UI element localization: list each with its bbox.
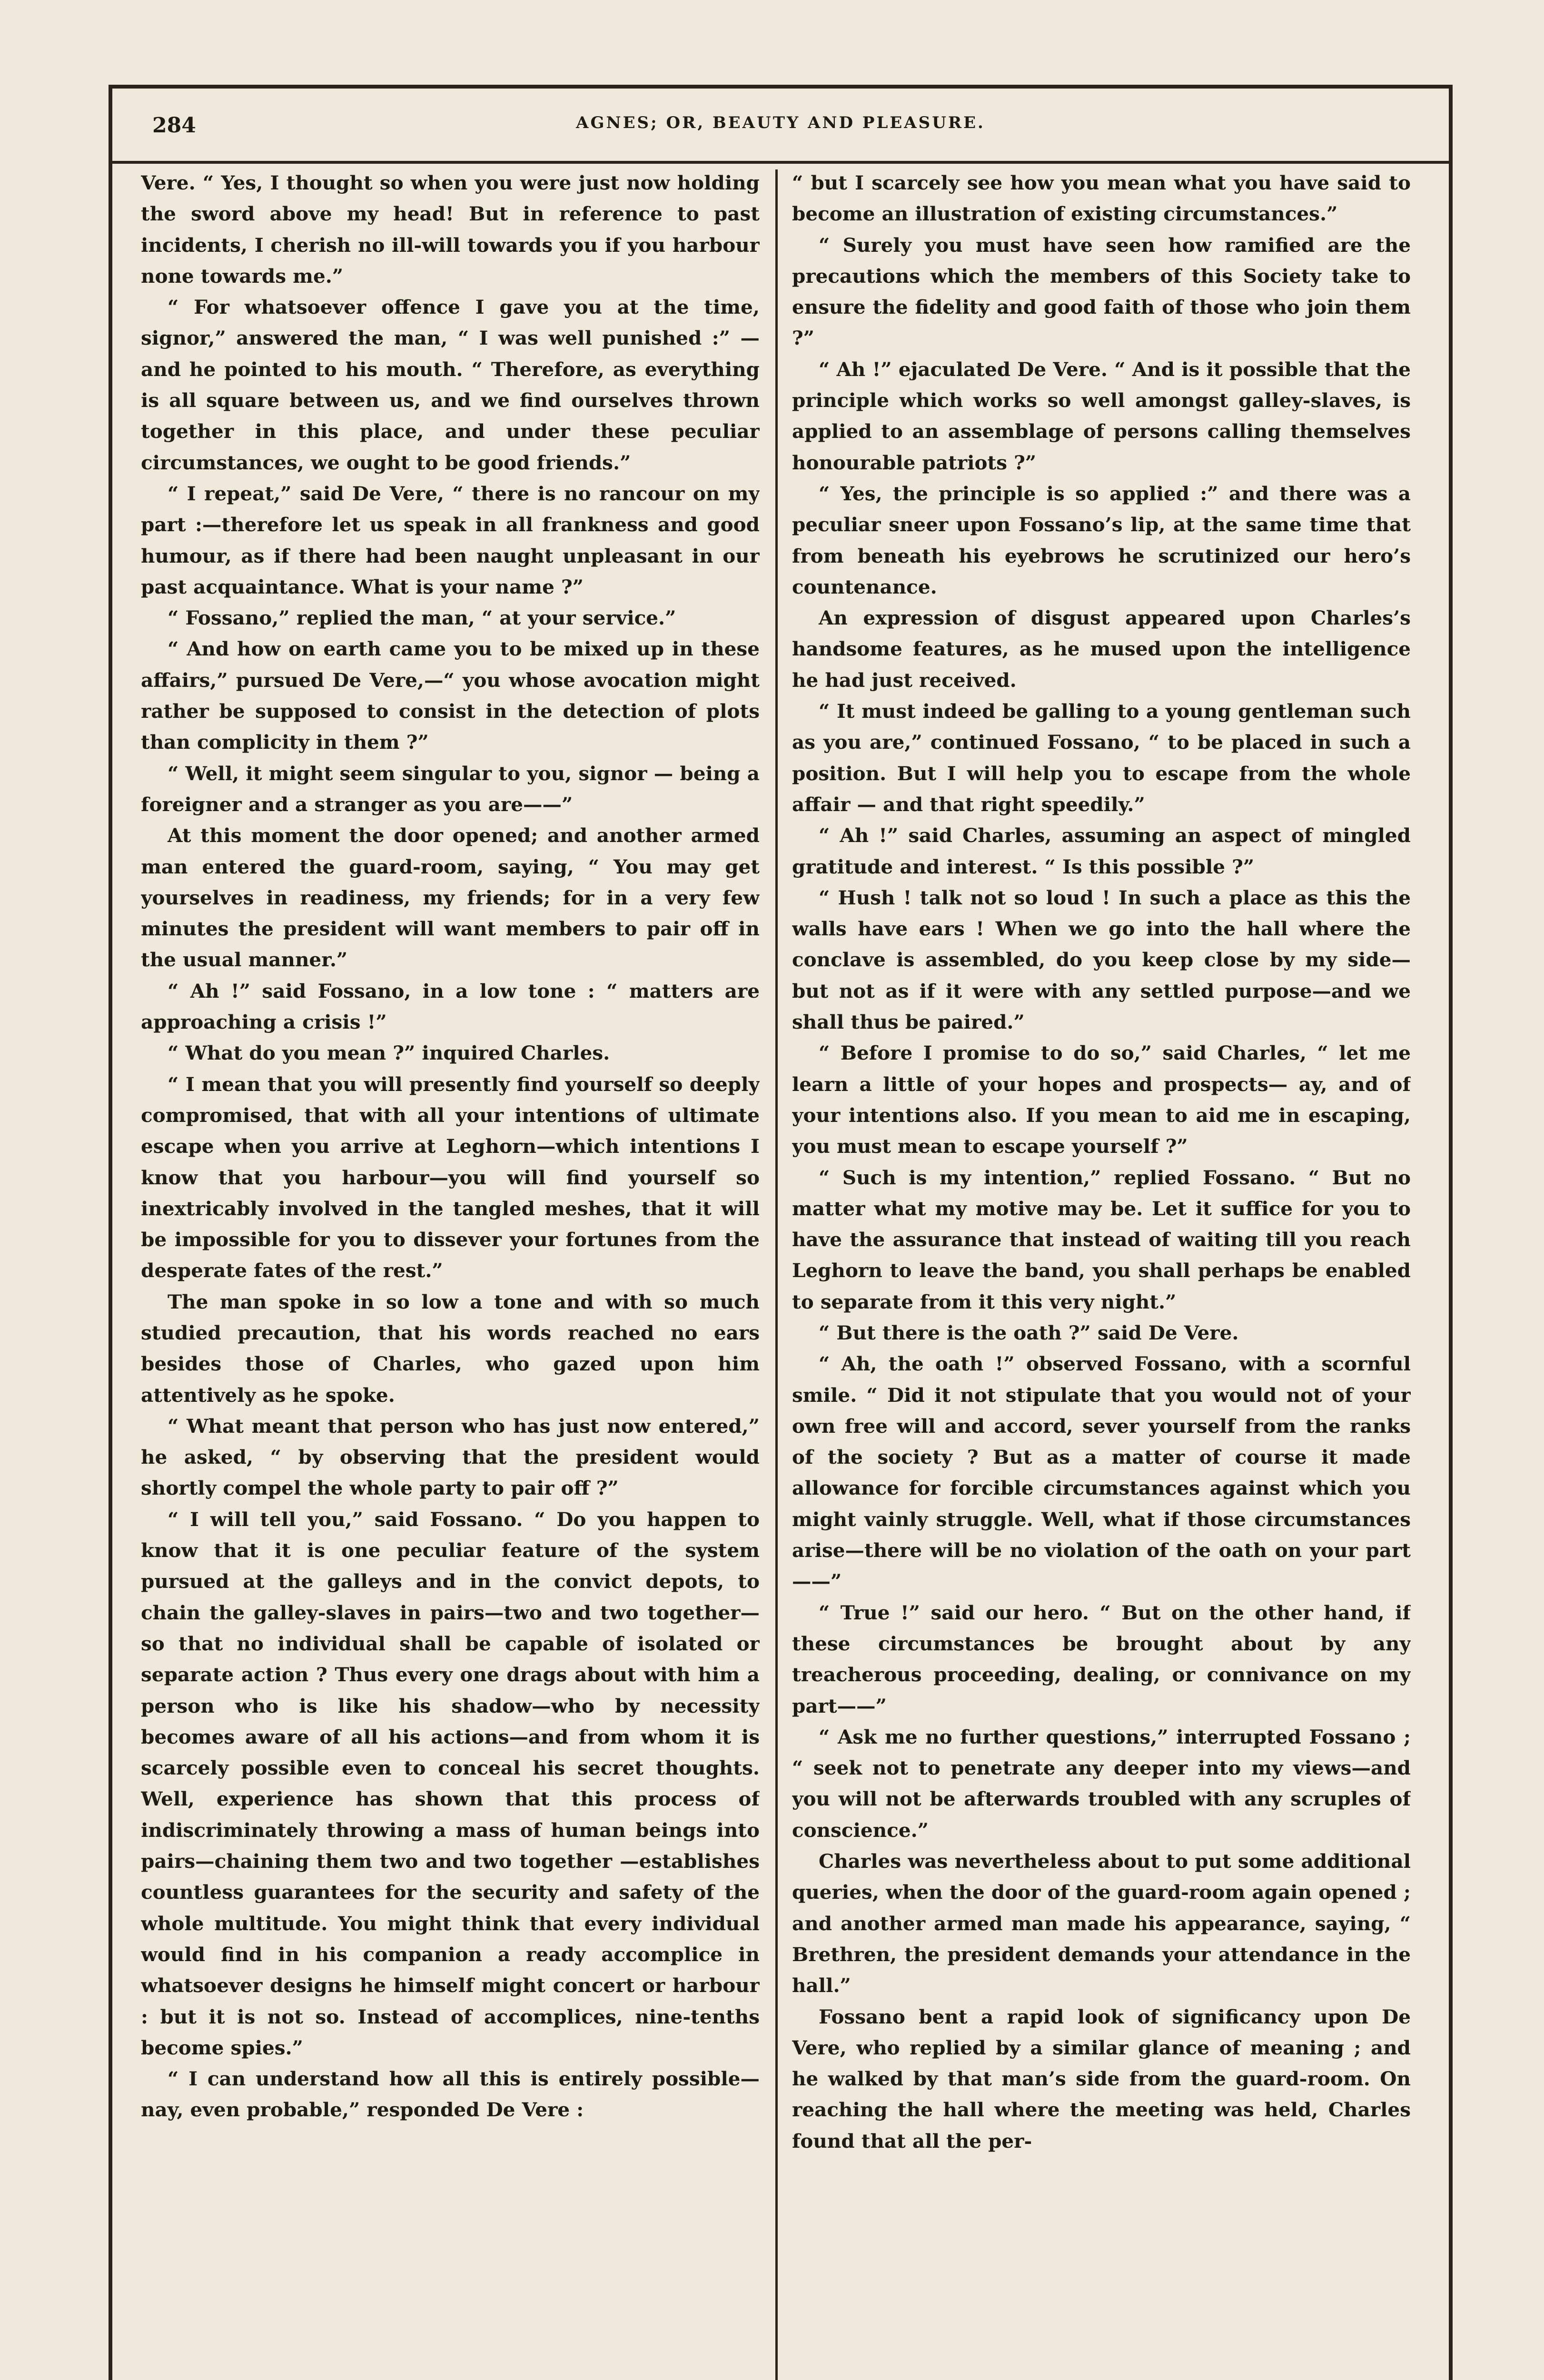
paragraph: “ I will tell you,” said Fossano. “ Do you happen to know that it is one peculiar feature of the system pursued at the galleys and in the convict depots, to chain the galley-slaves in pairs—two and two together—so that no individual shall be capable of isolated or separate action ? Thus every one drags about with him a person who is like his shadow—who by necessity becomes aware of all his actions—and from whom it is scarcely possible even to conceal his secret thoughts. Well, experience has shown that this process of indiscriminately throwing a mass of human beings into pairs—chaining them two and two together —establishes countless guarantees for the security and safety of the whole multitude. You might think that every individual would find in his companion a ready accomplice in whatsoever designs he himself might concert or harbour : but it is not so. Instead of accomplices, nine-tenths become spies.” [141, 1507, 760, 2059]
paragraph: “ Well, it might seem singular to you, signor — being a foreigner and a stranger as you are——” [141, 762, 760, 816]
paragraph: “ Fossano,” replied the man, “ at your service.” [168, 606, 676, 630]
paragraph: “ Ah, the oath !” observed Fossano, with a scornful smile. “ Did it not stipulate that you would not of your own free will and accord, sever yourself from the ranks of the society ? But as a matter of course it made allowance for forcible circumstances against which you might vainly struggle. Well, what if those circumstances arise—there will be no violation of the oath on your part——” [792, 1352, 1411, 1593]
column-divider [775, 169, 778, 2380]
paragraph: “ What do you mean ?” inquired Charles. [168, 1041, 610, 1065]
paragraph: “ For whatsoever offence I gave you at the time, signor,” answered the man, “ I was well punished :” —and he pointed to his mouth. “ Therefore, as everything is all square between us, and we find ourselves thrown together in this place, and under these peculiar circumstances, we ought to be good friends.” [141, 296, 760, 474]
paragraph: “ Before I promise to do so,” said Charles, “ let me learn a little of your hopes and prospects— ay, and of your intentions also. If you mean to aid me in escaping, you must mean to escape yourself ?” [792, 1041, 1411, 1158]
paragraph: Vere. “ Yes, I thought so when you were just now holding the sword above my head! But in reference to past incidents, I cherish no ill-will towards you if you harbour none towards me.” [141, 171, 760, 288]
page-number: 284 [152, 113, 196, 138]
right-column [792, 168, 1411, 2380]
paragraph: “ And how on earth came you to be mixed up in these affairs,” pursued De Vere,—“ you whose avocation might rather be supposed to consist in the detection of plots than complicity in them ?” [141, 637, 760, 754]
paragraph: “ I repeat,” said De Vere, “ there is no rancour on my part :—therefore let us speak in all frankness and good humour, as if there had been naught unpleasant in our past acquaintance. What is your name ?” [141, 482, 760, 598]
paragraph: “ Ah !” ejaculated De Vere. “ And is it possible that the principle which works so well amongst galley-slaves, is applied to an assemblage of persons calling themselves honourable patriots ?” [792, 357, 1411, 474]
paragraph: The man spoke in so low a tone and with so much studied precaution, that his words reached no ears besides those of Charles, who gazed upon him attentively as he spoke. [141, 1290, 760, 1407]
paragraph: “ I mean that you will presently find yourself so deeply compromised, that with all your intentions of ultimate escape when you arrive at Leghorn—which intentions I know that you harbour—you will find yourself so inextricably involved in the tangled meshes, that it will be impossible for you to dissever your fortunes from the desperate fates of the rest.” [141, 1072, 760, 1282]
paragraph: “ Ah !” said Charles, assuming an aspect of mingled gratitude and interest. “ Is this possible ?” [792, 824, 1411, 878]
paragraph: At this moment the door opened; and another armed man entered the guard-room, saying, “ You may get yourselves in readiness, my friends; for in a very few minutes the president will want members to pair off in the usual manner.” [141, 824, 760, 972]
paragraph: “ Yes, the principle is so applied :” and there was a peculiar sneer upon Fossano’s lip, at the same time that from beneath his eyebrows he scrutinized our hero’s countenance. [792, 482, 1411, 598]
paragraph: “ Surely you must have seen how ramified are the precautions which the members of this Society take to ensure the fidelity and good faith of those who join them ?” [792, 233, 1411, 350]
paragraph: “ I can understand how all this is entirely possible—nay, even probable,” responded De Vere : [141, 2067, 760, 2122]
paragraph: “ Ah !” said Fossano, in a low tone : “ matters are approaching a crisis !” [141, 979, 760, 1034]
paragraph: “ It must indeed be galling to a young gentleman such as you are,” continued Fossano, “ to be placed in such a position. But I will help you to escape from the whole affair — and that right speedily.” [792, 700, 1411, 816]
paragraph: Fossano bent a rapid look of significancy upon De Vere, who replied by a similar glance of meaning ; and he walked by that man’s side from the guard-room. On reaching the hall where the meeting was held, Charles found that all the per- [792, 2005, 1411, 2152]
paragraph: “ Ask me no further questions,” interrupted Fossano ; “ seek not to penetrate any deeper into my views—and you will not be afterwards troubled with any scruples of conscience.” [792, 1725, 1411, 1842]
page-header [112, 89, 1449, 164]
paragraph: “ Hush ! talk not so loud ! In such a place as this the walls have ears ! When we go into the hall where the conclave is assembled, do you keep close by my side—but not as if it were with any settled purpose—and we shall thus be paired.” [792, 886, 1411, 1034]
running-head: AGNES; OR, BEAUTY AND PLEASURE. [576, 113, 985, 132]
paragraph: “ True !” said our hero. “ But on the other hand, if these circumstances be brought about by any treacherous proceeding, dealing, or connivance on my part——” [792, 1601, 1411, 1717]
paragraph: “ What meant that person who has just now entered,” he asked, “ by observing that the president would shortly compel the whole party to pair off ?” [141, 1414, 760, 1500]
paragraph: An expression of disgust appeared upon Charles’s handsome features, as he mused upon the intelligence he had just received. [792, 606, 1411, 692]
left-column [141, 168, 760, 2380]
paragraph: “ Such is my intention,” replied Fossano. “ But no matter what my motive may be. Let it suffice for you to have the assurance that instead of waiting till you reach Leghorn to leave the band, you shall perhaps be enabled to separate from it this very night.” [792, 1166, 1411, 1313]
paragraph: “ but I scarcely see how you mean what you have said to become an illustration of existing circumstances.” [792, 171, 1411, 226]
paragraph: “ But there is the oath ?” said De Vere. [819, 1321, 1239, 1344]
page-frame [109, 85, 1453, 2380]
paragraph: Charles was nevertheless about to put some additional queries, when the door of the guard-room again opened ; and another armed man made his appearance, saying, “ Brethren, the president demands your attendance in the hall.” [792, 1850, 1411, 1997]
